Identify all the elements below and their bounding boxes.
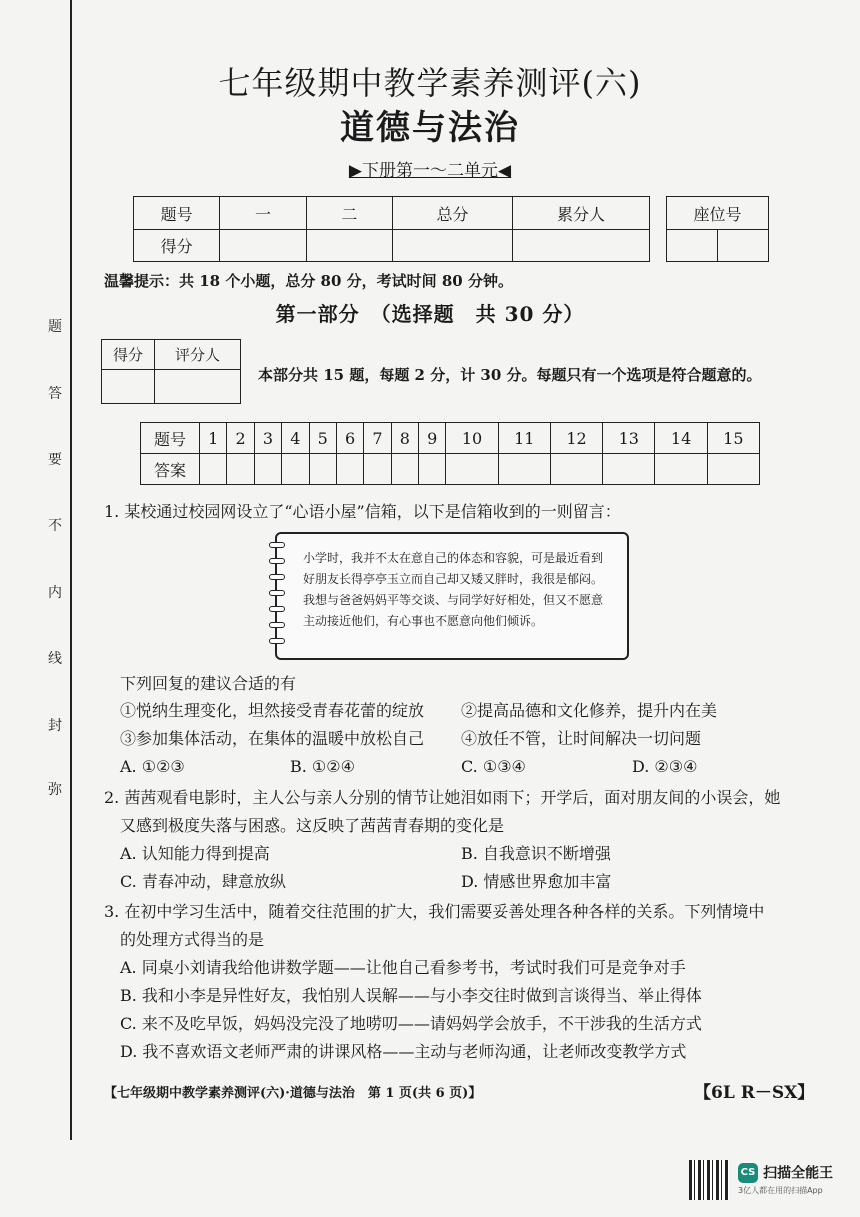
q2-option-b[interactable]: B. 自我意识不断增强 [461,844,611,863]
q2-option-d[interactable]: D. 情感世界愈加丰富 [461,872,612,891]
q3-option-a[interactable]: A. 同桌小刘请我给他讲数学题——让他自己看参考书，考试时我们可是竞争对手 [120,958,686,977]
spiral-ring [269,558,285,564]
answer-cell[interactable] [364,454,391,485]
answer-cell[interactable] [498,454,550,485]
answer-cell[interactable] [391,454,418,485]
q3-stem-cont: 的处理方式得当的是 [120,930,265,949]
score-header: 题号 [134,197,220,230]
answer-number: 6 [336,423,363,454]
answer-cell[interactable] [336,454,363,485]
q2-option-c[interactable]: C. 青春冲动，肆意放纵 [120,872,286,891]
answer-number: 13 [603,423,655,454]
q1-item: ③参加集体活动，在集体的温暖中放松自己 [120,729,425,748]
spiral-ring [269,542,285,548]
q1-option-b[interactable]: B. ①②④ [290,757,355,776]
answer-cell[interactable] [446,454,498,485]
answer-number: 5 [309,423,336,454]
q1-item: ②提高品德和文化修养，提升内在美 [461,701,718,720]
spiral-ring [269,574,285,580]
answer-number: 15 [707,423,759,454]
score-cell[interactable] [393,230,513,262]
scanner-watermark [738,1162,833,1196]
answer-number: 11 [498,423,550,454]
exam-hint: 温馨提示：共 18 个小题，总分 80 分，考试时间 80 分钟。 [104,272,513,290]
scope-label: ▶下册第一～二单元◀ [348,161,512,181]
answer-cell[interactable] [603,454,655,485]
score-cell[interactable] [306,230,392,262]
binding-char: 内 [48,585,62,601]
binding-char: 不 [48,518,62,534]
score-row-label: 得分 [134,230,220,262]
score-header: 总分 [393,197,513,230]
score-table [133,196,650,262]
answer-number: 1 [200,423,227,454]
part1-note: 本部分共 15 题，每题 2 分，计 30 分。每题只有一个选项是符合题意的。 [258,366,762,384]
camscanner-logo-icon: CS [738,1163,758,1183]
qr-code-icon [689,1160,729,1200]
answer-number: 4 [282,423,309,454]
answer-number: 12 [550,423,602,454]
q1-option-c[interactable]: C. ①③④ [461,757,526,776]
q3-option-d[interactable]: D. 我不喜欢语文老师严肃的讲课风格——主动与老师沟通，让老师改变教学方式 [120,1042,687,1061]
answer-cell[interactable] [227,454,254,485]
grade-box [101,339,241,404]
q1-item: ①悦纳生理变化，坦然接受青春花蕾的绽放 [120,701,425,720]
answer-cell[interactable] [200,454,227,485]
q2-stem: 2. 茜茜观看电影时，主人公与亲人分别的情节让她泪如雨下；开学后，面对朋友间的小误会，她 [104,788,781,807]
answer-number: 14 [655,423,707,454]
answer-table [140,422,760,485]
binding-char: 线 [48,651,62,667]
page-footer: 【七年级期中教学素养测评(六)·道德与法治 第 1 页(共 6 页)】 [104,1086,482,1101]
answer-cell[interactable] [419,454,446,485]
answer-row-label: 题号 [141,423,200,454]
answer-cell[interactable] [282,454,309,485]
answer-number: 9 [419,423,446,454]
scanner-tagline: 3亿人都在用的扫描App [738,1185,823,1195]
scanner-name: 扫描全能王 [763,1165,834,1182]
answer-cell[interactable] [254,454,281,485]
spiral-ring [269,590,285,596]
grade-box-cell[interactable] [155,370,241,404]
binding-char: 答 [48,386,62,402]
answer-number: 2 [227,423,254,454]
subject-title: 道德与法治 [340,108,520,148]
binding-char: 题 [48,319,62,335]
q1-prompt: 下列回复的建议合适的有 [120,674,297,693]
spiral-ring [269,622,285,628]
q1-stem: 1. 某校通过校园网设立了“心语小屋”信箱，以下是信箱收到的一则留言： [104,502,621,521]
q2-stem-cont: 又感到极度失落与困惑。这反映了茜茜青春期的变化是 [120,816,505,835]
answer-row-label: 答案 [141,454,200,485]
q1-option-a[interactable]: A. ①②③ [120,757,185,776]
grade-box-score-label: 得分 [102,340,155,370]
answer-number: 7 [364,423,391,454]
spiral-ring [269,606,285,612]
spiral-ring [269,638,285,644]
answer-number: 10 [446,423,498,454]
binding-char: 要 [48,452,62,468]
q3-option-c[interactable]: C. 来不及吃早饭，妈妈没完没了地唠叨——请妈妈学会放手，不干涉我的生活方式 [120,1014,702,1033]
score-cell[interactable] [513,230,650,262]
answer-number: 3 [254,423,281,454]
seat-cell[interactable] [667,230,718,262]
seat-label: 座位号 [667,197,769,230]
q3-option-b[interactable]: B. 我和小李是异性好友，我怕别人误解——与小李交往时做到言谈得当、举止得体 [120,986,702,1005]
exam-title: 七年级期中教学素养测评(六) [218,64,642,102]
part1-title: 第一部分 （选择题 共 30 分） [275,302,585,326]
seat-table [666,196,769,262]
grade-box-cell[interactable] [102,370,155,404]
q3-stem: 3. 在初中学习生活中，随着交往范围的扩大，我们需要妥善处理各种各样的关系。下列情境中 [104,902,765,921]
q2-option-a[interactable]: A. 认知能力得到提高 [120,844,270,863]
q1-note-card [275,532,629,660]
grade-box-grader-label: 评分人 [155,340,241,370]
paper-code: 【6L R－SX】 [694,1083,815,1103]
q1-item: ④放任不管，让时间解决一切问题 [461,729,702,748]
score-header: 二 [306,197,392,230]
answer-number: 8 [391,423,418,454]
answer-cell[interactable] [707,454,759,485]
answer-cell[interactable] [309,454,336,485]
q1-note-text: 小学时，我并不太在意自己的体态和容貌，可是最近看到好朋友长得亭亭玉立而自己却又矮又胖时，我很是郁闷。我想与爸爸妈妈平等交谈、与同学好好相处，但又不愿意主动接近他们，有心事也不愿意向他们倾诉。 [303,551,604,628]
seat-cell[interactable] [717,230,768,262]
answer-cell[interactable] [550,454,602,485]
q1-option-d[interactable]: D. ②③④ [632,757,698,776]
score-header: 累分人 [513,197,650,230]
answer-cell[interactable] [655,454,707,485]
score-header: 一 [220,197,306,230]
binding-char: 弥 [48,782,62,798]
score-cell[interactable] [220,230,306,262]
binding-char: 封 [48,718,62,734]
